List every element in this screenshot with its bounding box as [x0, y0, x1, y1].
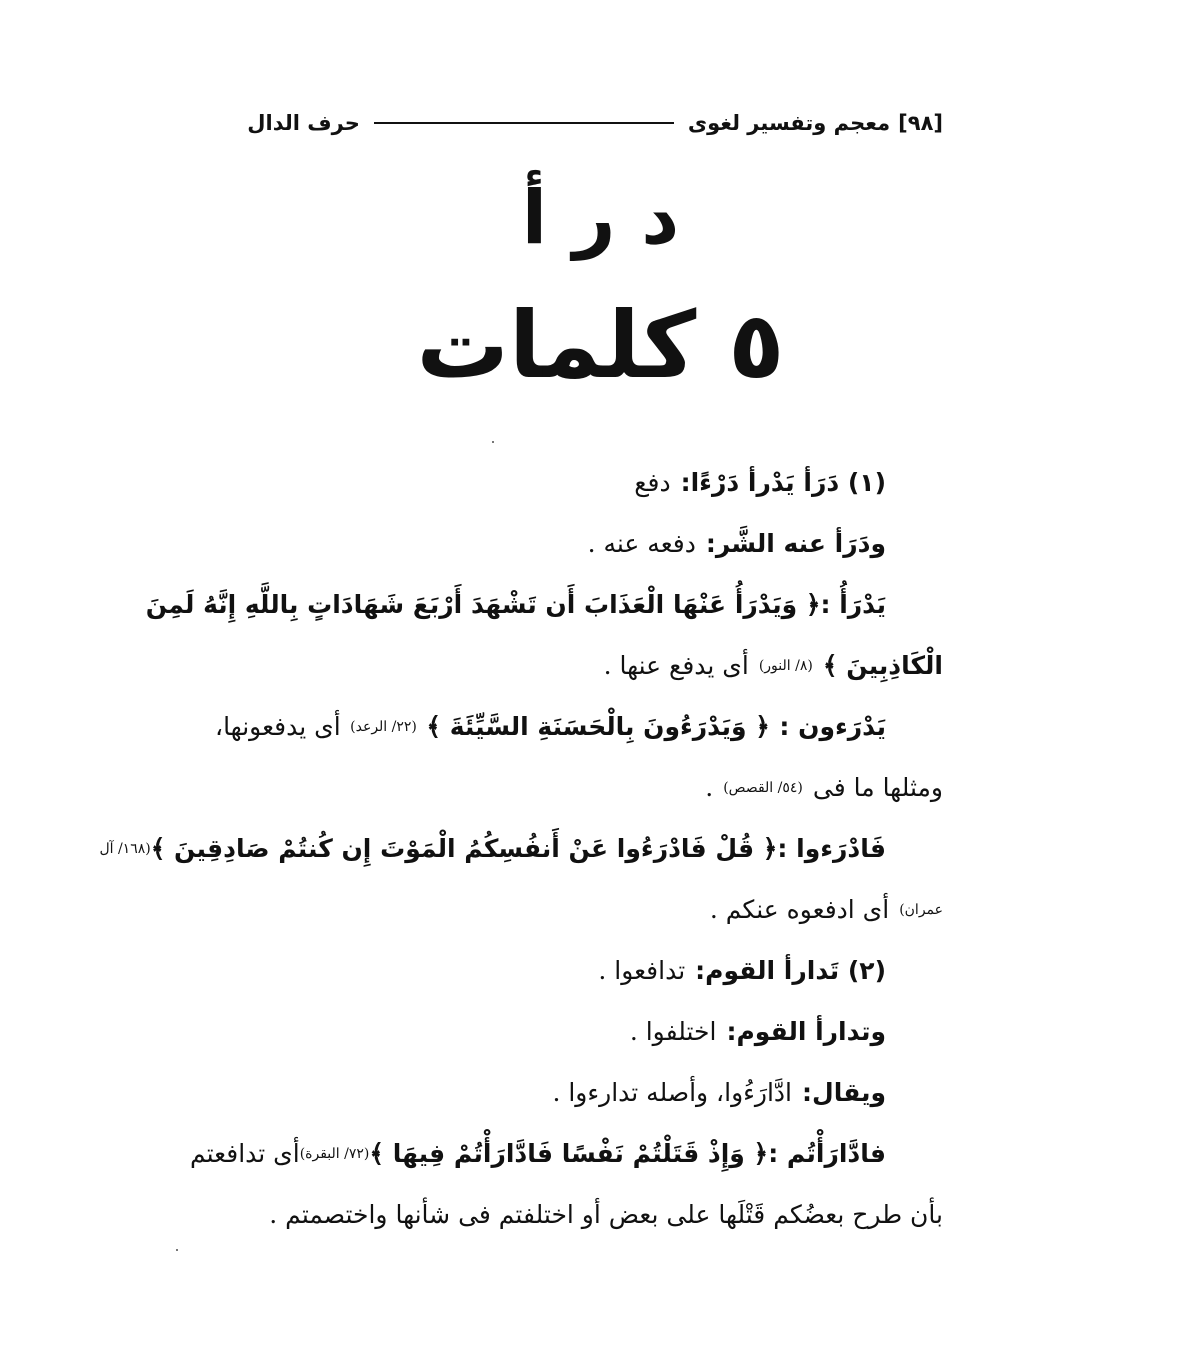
quran-verse: الْكَاذِبِينَ ﴾: [822, 651, 943, 680]
scan-speck: [176, 1249, 178, 1251]
entry-headword: فَادْرَءوا :: [777, 834, 886, 863]
entry-headword: ويقال:: [802, 1078, 886, 1107]
verse-reference: (٢٢/ الرعد): [350, 718, 417, 735]
verse-reference: (١٦٨/ آل: [99, 840, 151, 857]
entry-definition: دفع: [634, 468, 671, 497]
verse-reference: (٧٢/ البقرة): [299, 1145, 370, 1162]
verse-reference: عمران): [899, 901, 943, 918]
entries-body: [99, 452, 943, 1245]
entry-line: [215, 696, 943, 757]
entry-line: [215, 635, 943, 696]
entry-headword: (١) دَرَأ يَدْرأ دَرْءًا:: [680, 468, 886, 497]
verse-reference: (٨/ النور): [758, 657, 813, 674]
quran-verse: ﴿ قُلْ فَادْرَءُوا عَنْ أَنفُسِكُمُ الْمَوْتَ إِن كُنتُمْ صَادِقِينَ ﴾: [150, 834, 778, 863]
entry-line: [215, 1184, 943, 1245]
header-rule: [374, 122, 674, 124]
quran-verse: ﴿ وَيَدْرَأُ عَنْهَا الْعَذَابَ أَن تَشْهَدَ أَرْبَعَ شَهَادَاتٍ بِاللَّهِ إِنَّهُ لَمِنَ: [145, 590, 821, 619]
word-count-heading: ٥ كلمات: [416, 292, 785, 399]
book-title: معجم وتفسير لغوى: [687, 111, 891, 135]
entry-line: [215, 757, 943, 818]
entry-headword: يَدْرَأُ :: [820, 590, 886, 619]
entry-line: [215, 452, 943, 513]
entry-definition: دفعه عنه .: [587, 529, 696, 558]
quran-verse: ﴿ وَيَدْرَءُونَ بِالْحَسَنَةِ السَّيِّئَةَ ﴾: [426, 712, 770, 741]
entry-headword: (٢) تَدارأ القوم:: [695, 956, 886, 985]
section-title: حرف الدال: [247, 111, 360, 135]
entry-line: [215, 513, 943, 574]
entry-definition: أى ادفعوه عنكم .: [709, 895, 890, 924]
verse-reference: (٥٤/ القصص): [723, 779, 803, 796]
root-letters-heading: د ر أ: [521, 175, 680, 261]
entry-definition: ومثلها ما فى: [812, 773, 943, 802]
entry-line: [145, 574, 943, 635]
entry-line: [215, 940, 943, 1001]
entry-definition: أى يدفعونها،: [215, 712, 341, 741]
entry-line: [190, 1123, 943, 1184]
entry-definition: أى يدفع عنها .: [603, 651, 749, 680]
entry-definition: اختلفوا .: [629, 1017, 717, 1046]
entry-definition: .: [705, 773, 714, 802]
entry-headword: فادَّارَأْتُم :: [768, 1139, 886, 1168]
entry-line: [99, 818, 943, 879]
entry-definition: بأن طرح بعضُكم قَتْلَها على بعض أو اختلفتم فى شأنها واختصمتم .: [269, 1200, 943, 1229]
entry-definition: ادَّارَءُوا، وأصله تدارءوا .: [552, 1078, 792, 1107]
entry-headword: ودَرَأ عنه الشَّر:: [705, 529, 886, 558]
running-header: [215, 103, 943, 143]
scan-speck: [492, 441, 494, 443]
entry-headword: وتدارأ القوم:: [726, 1017, 886, 1046]
quran-verse: ﴿ وَإِذْ قَتَلْتُمْ نَفْسًا فَادَّارَأْتُمْ فِيهَا ﴾: [369, 1139, 769, 1168]
entry-definition: أى تدافعتم: [190, 1139, 300, 1168]
entry-line: [215, 879, 943, 940]
entry-line: [215, 1001, 943, 1062]
entry-definition: تدافعوا .: [598, 956, 686, 985]
entry-line: [215, 1062, 943, 1123]
page-number: [٩٨]: [898, 111, 943, 135]
entry-headword: يَدْرَءون :: [779, 712, 886, 741]
